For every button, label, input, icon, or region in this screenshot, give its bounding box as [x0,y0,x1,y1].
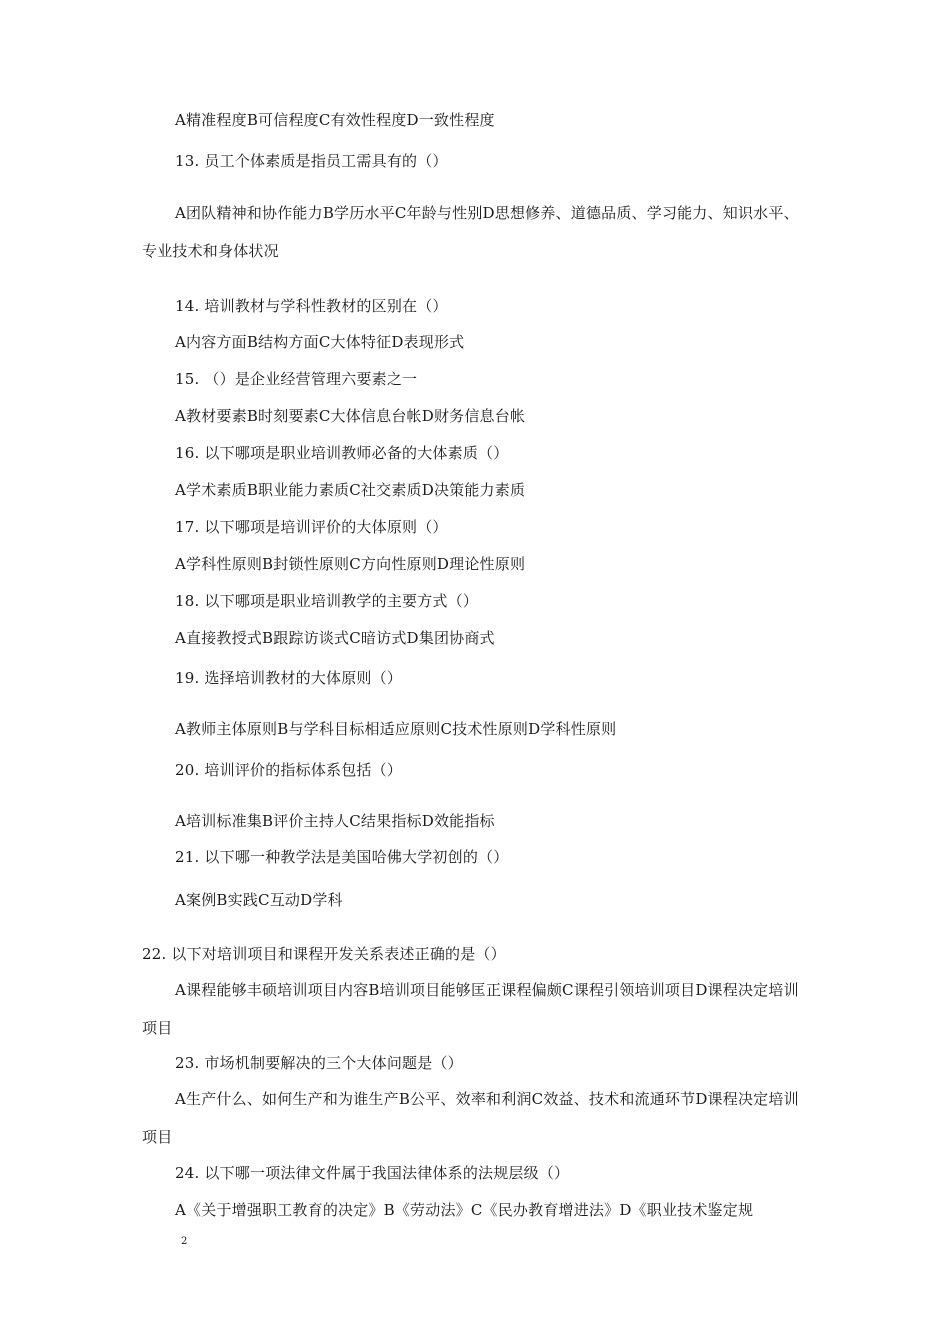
answer-options-21: A案例B实践C互动D学科 [175,891,343,909]
page-number: 2 [181,1236,188,1247]
answer-options-13: A团队精神和协作能力B学历水平C年龄与性别D思想修养、道德品质、学习能力、知识水平、专业技术和身体状况 [142,204,799,260]
question-19: 19. 选择培训教材的大体原则（） [175,669,403,687]
question-14: 14. 培训教材与学科性教材的区别在（） [175,297,448,315]
answer-options-16: A学术素质B职业能力素质C社交素质D决策能力素质 [175,481,526,499]
question-13: 13. 员工个体素质是指员工需具有的（） [175,152,448,170]
question-20: 20. 培训评价的指标体系包括（） [175,761,403,779]
question-23: 23. 市场机制要解决的三个大体问题是（） [175,1054,463,1072]
answer-options-12: A精准程度B可信程度C有效性程度D一致性程度 [175,111,495,129]
answer-options-24: A《关于增强职工教育的决定》B《劳动法》C《民办教育增进法》D《职业技术鉴定规 [175,1201,754,1219]
answer-options-15: A教材要素B时刻要素C大体信息台帐D财务信息台帐 [175,407,526,425]
question-24: 24. 以下哪一项法律文件属于我国法律体系的法规层级（） [175,1164,570,1182]
question-21: 21. 以下哪一种教学法是美国哈佛大学初创的（） [175,848,509,866]
question-15: 15. （）是企业经营管理六要素之一 [175,370,418,388]
answer-options-14: A内容方面B结构方面C大体特征D表现形式 [175,333,465,351]
question-18: 18. 以下哪项是职业培训教学的主要方式（） [175,592,479,610]
question-16: 16. 以下哪项是职业培训教师必备的大体素质（） [175,444,509,462]
answer-options-17: A学科性原则B封锁性原则C方向性原则D理论性原则 [175,555,526,573]
answer-options-18: A直接教授式B跟踪访谈式C暗访式D集团协商式 [175,629,495,647]
question-17: 17. 以下哪项是培训评价的大体原则（） [175,518,448,536]
answer-options-23: A生产什么、如何生产和为谁生产B公平、效率和利润C效益、技术和流通环节D课程决定培训项目 [142,1090,799,1146]
question-22: 22. 以下对培训项目和课程开发关系表述正确的是（） [142,945,506,963]
answer-options-19: A教师主体原则B与学科目标相适应原则C技术性原则D学科性原则 [175,720,617,738]
answer-options-20: A培训标准集B评价主持人C结果指标D效能指标 [175,812,495,830]
answer-options-22: A课程能够丰硕培训项目内容B培训项目能够匡正课程偏颇C课程引领培训项目D课程决定培训项目 [142,981,799,1037]
